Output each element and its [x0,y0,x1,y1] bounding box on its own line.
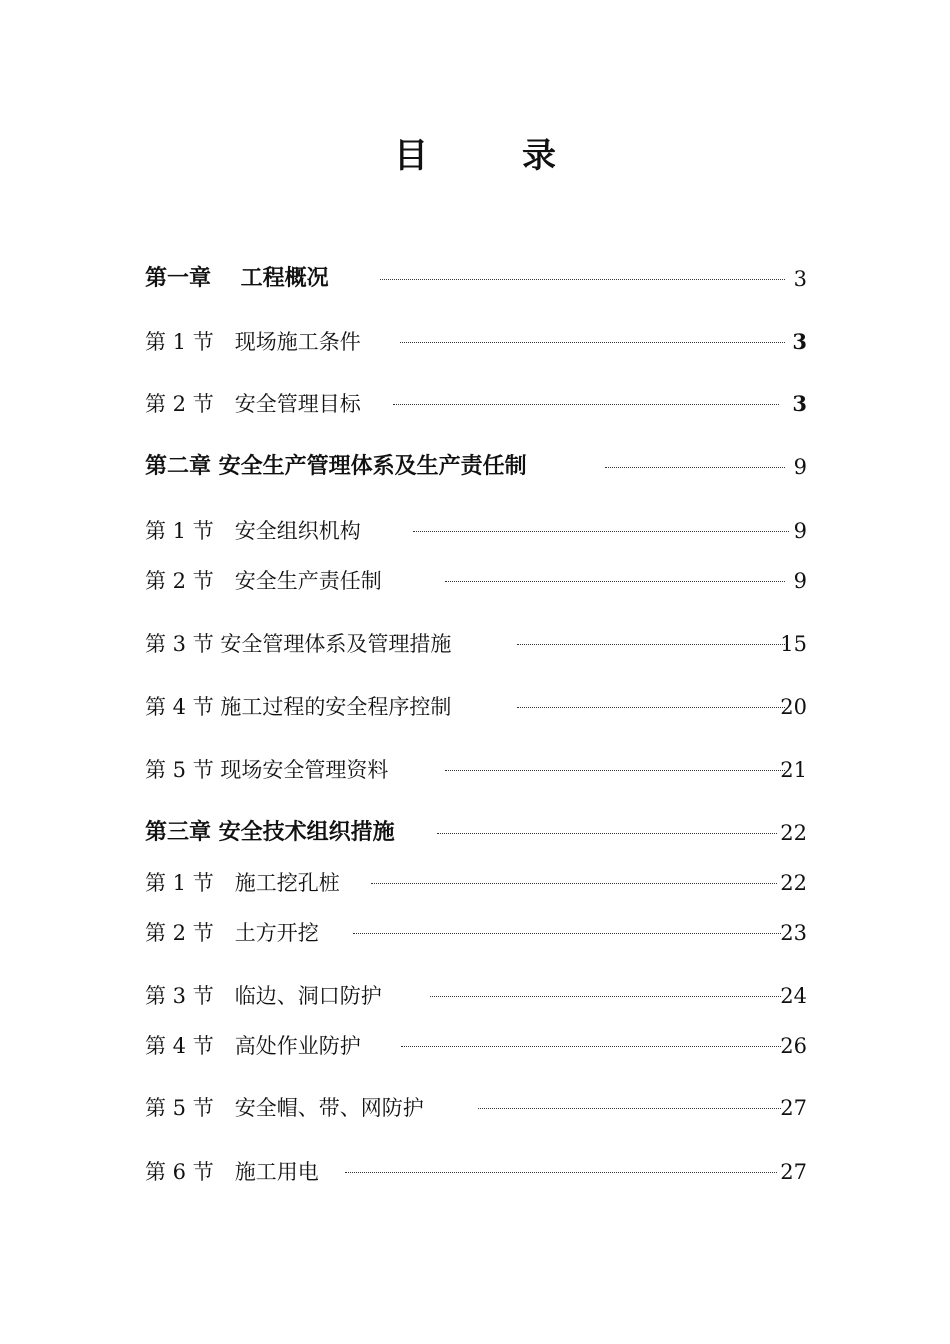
toc-entry-label: 第 4 节 施工过程的安全程序控制 [145,695,452,719]
toc-entry-label: 第 6 节 施工用电 [145,1160,319,1184]
toc-entry-label: 第 1 节 现场施工条件 [145,330,361,354]
toc-leader-dots [371,883,777,884]
toc-entry-label: 第 2 节 土方开挖 [145,921,319,945]
toc-entry-section[interactable] [145,1093,807,1123]
toc-entry-section[interactable] [145,389,807,419]
toc-entry-page: 3 [792,391,807,416]
toc-leader-dots [445,581,785,582]
toc-entry-page: 23 [780,921,807,945]
toc-entry-chapter-2[interactable] [145,452,807,482]
toc-entry-section[interactable] [145,1157,807,1187]
toc-entry-section[interactable] [145,981,807,1011]
toc-entry-chapter-3[interactable] [145,818,807,848]
toc-entry-page: 3 [793,267,807,291]
toc-entry-section[interactable] [145,516,807,546]
toc-entry-page: 3 [792,329,807,354]
toc-entry-section[interactable] [145,566,807,596]
toc-entry-label: 第 4 节 高处作业防护 [145,1034,361,1058]
toc-leader-dots [393,404,779,405]
toc-leader-dots [353,933,781,934]
toc-entry-section[interactable] [145,1031,807,1061]
toc-entry-section[interactable] [145,692,807,722]
toc-leader-dots [517,707,785,708]
toc-leader-dots [517,644,785,645]
toc-entry-page: 9 [793,455,807,479]
page-title: 目 录 [394,136,586,176]
toc-entry-label: 第一章 工程概况 [145,266,329,291]
toc-entry-label: 第 5 节 现场安全管理资料 [145,758,389,782]
toc-entry-page: 27 [780,1160,807,1184]
toc-leader-dots [413,531,789,532]
toc-entry-chapter-1[interactable] [145,264,807,294]
toc-entry-label: 第 2 节 安全管理目标 [145,392,361,416]
toc-entry-page: 27 [780,1096,807,1120]
toc-entry-label: 第二章 安全生产管理体系及生产责任制 [145,454,527,479]
toc-entry-page: 21 [780,758,807,782]
toc-entry-label: 第 3 节 临边、洞口防护 [145,984,382,1008]
toc-entry-section[interactable] [145,755,807,785]
toc-entry-page: 15 [780,632,807,656]
toc-leader-dots [401,1046,781,1047]
toc-entry-section[interactable] [145,327,807,357]
toc-entry-label: 第 3 节 安全管理体系及管理措施 [145,632,452,656]
toc-entry-label: 第三章 安全技术组织措施 [145,820,395,845]
toc-leader-dots [400,342,785,343]
toc-entry-section[interactable] [145,918,807,948]
toc-entry-label: 第 1 节 施工挖孔桩 [145,871,340,895]
toc-entry-page: 9 [793,569,807,593]
toc-entry-page: 24 [780,984,807,1008]
toc-entry-page: 9 [793,519,807,543]
toc-leader-dots [478,1108,781,1109]
toc-entry-label: 第 2 节 安全生产责任制 [145,569,382,593]
toc-entry-section[interactable] [145,868,807,898]
toc-entry-page: 22 [780,871,807,895]
toc-leader-dots [345,1172,777,1173]
toc-entry-page: 20 [780,695,807,719]
toc-leader-dots [605,467,785,468]
toc-entry-label: 第 5 节 安全帽、带、网防护 [145,1096,424,1120]
toc-leader-dots [437,833,777,834]
toc-entry-section[interactable] [145,629,807,659]
toc-leader-dots [380,279,785,280]
toc-entry-page: 26 [780,1034,807,1058]
toc-leader-dots [445,770,785,771]
toc-entry-page: 22 [780,821,807,845]
toc-leader-dots [430,996,781,997]
toc-entry-label: 第 1 节 安全组织机构 [145,519,361,543]
